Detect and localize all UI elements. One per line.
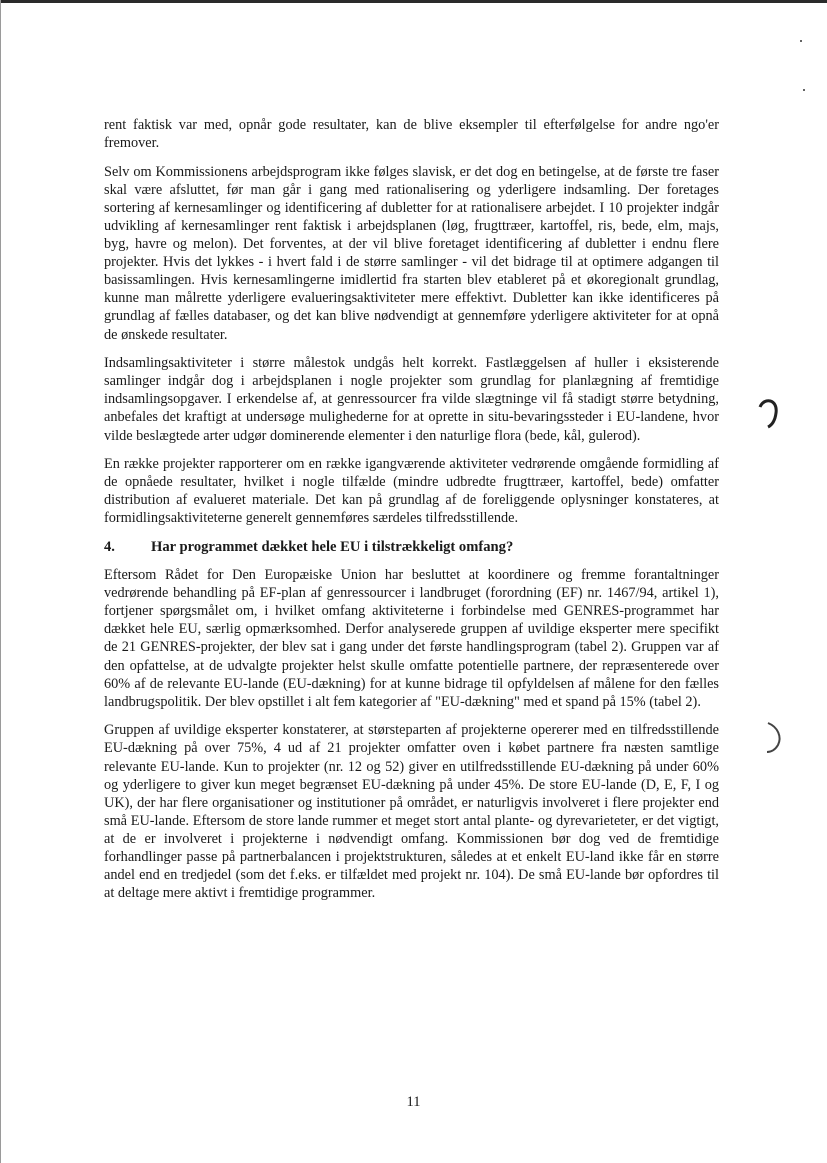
scan-edge-left: [0, 0, 1, 1163]
paragraph: Gruppen af uvildige eksperter konstaterer, at størsteparten af projekterne opererer med en tilfredsstillende EU-dækning på over 75%, 4 ud af 21 projekter omfatter oven i købet partnere fra næsten samtlige relevante EU-lande. Kun to projekter (nr. 12 og 52) giver en utilfredsstillende EU-dækning på under 60% og yderligere to giver kun meget begrænset EU-dækning på under 45%. De store EU-lande (D, E, F, I og UK), der har flere organisationer og institutioner på området, er naturligvis involveret i flere projekter end små EU-lande. Eftersom de store lande rummer et meget stort antal plante- og dyrevarieteter, er det vigtigt, at de er involveret i projekterne i nødvendigt omfang. Kommissionen bør dog ved de fremtidige forhandlinger passe på partnerbalancen i projektstrukturen, således at et enkelt EU-land ikke får en større andel end en tredjedel (som det f.eks. er tilfældet med projekt nr. 104). De små EU-lande bør opfordres til at deltage mere aktivt i fremtidige programmer.: [104, 722, 719, 902]
punch-hole-mark-lower: [758, 717, 788, 757]
paragraph: Indsamlingsaktiviteter i større målestok undgås helt korrekt. Fastlæggelsen af huller i eksisterende samlinger indgår dog i arbejdsplanen i nogle projekter som grundlag for planlægning af fremtidige indsamlingsopgaver. I erkendelse af, at genressourcer fra vilde slægtninge vil få stadigt større betydning, anbefales det kraftigt at undersøge mulighederne for at oprette in situ-bevaringssteder i EU-landene, hvor vilde beslægtede arter udgør dominerende elementer i den naturlige flora (bede, kål, gulerod).: [104, 355, 719, 444]
page-number: 11: [406, 1094, 421, 1110]
paragraph: rent faktisk var med, opnår gode resultater, kan de blive eksempler til efterfølgelse for andre ngo'er fremover.: [104, 117, 719, 152]
scan-speck: [800, 40, 802, 42]
section-heading: [104, 538, 719, 556]
paragraph: Eftersom Rådet for Den Europæiske Union har besluttet at koordinere og fremme forantaltninger vedrørende behandling på EF-plan af genressourcer i landbruget (forordning (EF) nr. 1467/94, artikel 1), fortjener spørgsmålet om, i hvilket omfang aktiviteterne i forbindelse med GENRES-programmet har dækket hele EU, særlig opmærksomhed. Derfor analyserede gruppen af uvildige eksperter mere specifikt de 21 GENRES-projekter, der blev sat i gang under det første handlingsprogram (tabel 2). Gruppen var af den opfattelse, at de udvalgte projekter helst skulle omfatte potentielle partnere, der repræsenterede over 60% af de relevante EU-lande (EU-dækning) for at kunne bidrage til opfyldelsen af målene for den fælles landbrugspolitik. Der blev opstillet i alt fem kategorier af "EU-dækning" med et spand på 15% (tabel 2).: [104, 567, 719, 710]
paragraph: En række projekter rapporterer om en række igangværende aktiviteter vedrørende omgående formidling af de opnåede resultater, hvilket i nogle tilfælde (mindre udbredte frugttræer, kartoffel, bede) omfatter distribution af evalueret materiale. Det kan på grundlag af de foreliggende oplysninger konstateres, at formidlingsaktiviteterne generelt gennemføres særdeles tilfredsstillende.: [104, 456, 719, 527]
document-body: [104, 116, 719, 913]
punch-hole-mark-upper: [752, 393, 782, 433]
scan-speck: [803, 89, 805, 91]
scan-edge-top: [0, 0, 827, 3]
section-title: Har programmet dækket hele EU i tilstrækkeligt omfang?: [151, 538, 514, 555]
paragraph: Selv om Kommissionens arbejdsprogram ikke følges slavisk, er det dog en betingelse, at de første tre faser skal være afsluttet, før man går i gang med rationalisering og yderligere indsamling. Der foretages sortering af kernesamlinger og identificering af dubletter for at rationalisere arbejdet. I 10 projekter indgår udvikling af kernesamlinger rent faktisk i arbejdsplanen (løg, frugttræer, kartoffel, ris, bede, elm, majs, byg, havre og melon). Det forventes, at der vil blive foretaget identificering af dubletter i endnu flere projekter. Hvis det lykkes - i hvert fald i de større samlinger - vil det bidrage til at optimere adgangen til basissamlingen. Hvis kernesamlingerne imidlertid fra starten blev etableret på et økoregionalt grundlag, kunne man målrette yderligere evalueringsaktiviteter mere effektivt. Dubletter kan ikke identificeres på grundlag af fælles databaser, og det kan blive nødvendigt at gennemføre yderligere aktiviteter for at opnå de ønskede resultater.: [104, 163, 719, 343]
section-number: 4.: [104, 538, 115, 555]
